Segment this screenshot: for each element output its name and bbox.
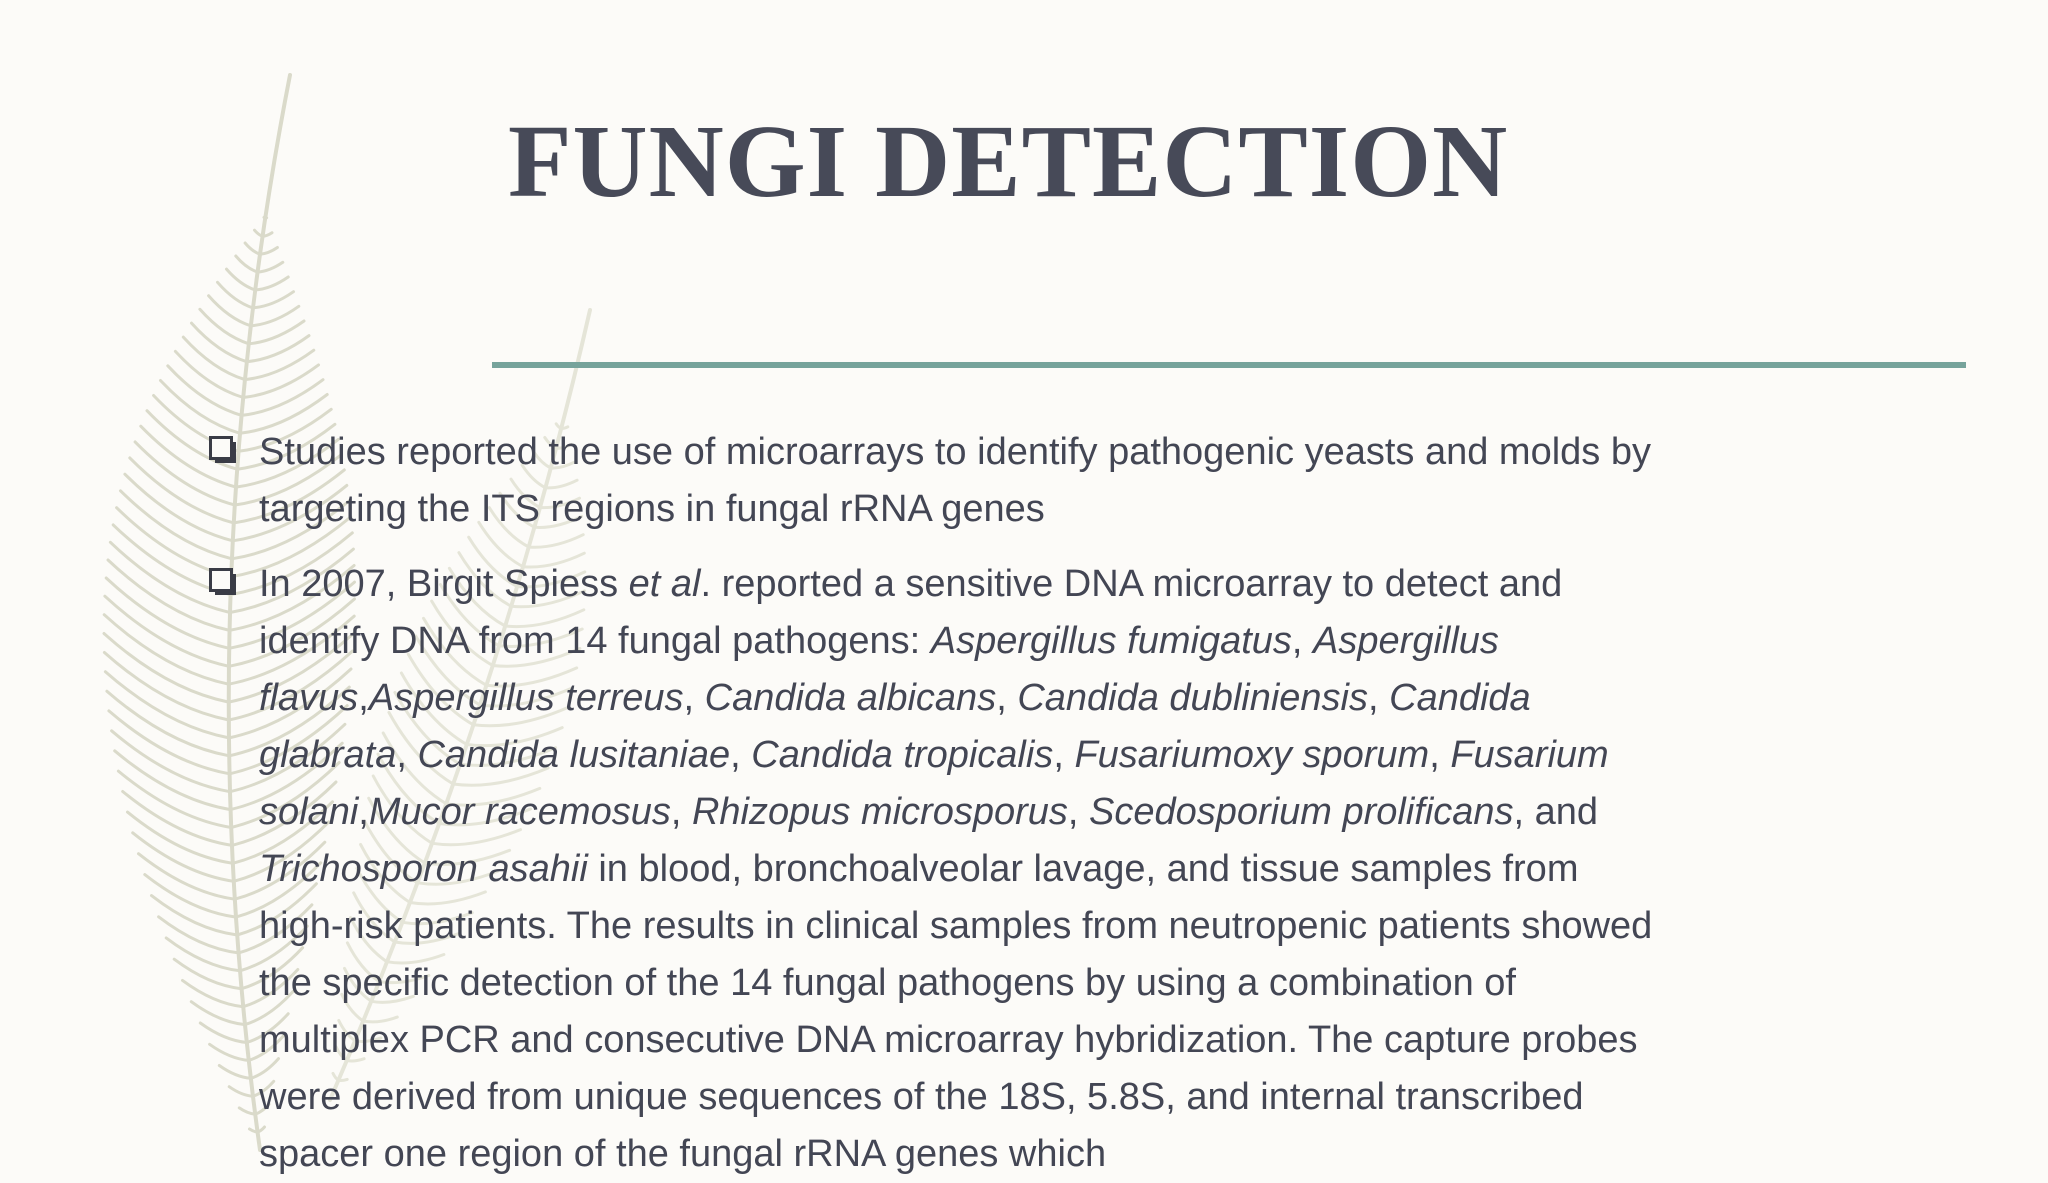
bullet-item bbox=[205, 424, 1665, 538]
italic-text-segment: Aspergillus flavus bbox=[259, 620, 1499, 719]
italic-text-segment: Fusarium solani bbox=[259, 734, 1609, 833]
text-segment: , bbox=[358, 677, 369, 719]
bullet-item bbox=[205, 556, 1665, 1183]
text-segment: In 2007, Birgit Spiess bbox=[259, 563, 629, 605]
italic-text-segment: Mucor racemosus bbox=[368, 791, 671, 833]
text-segment: . reported a sensitive DNA microarray to detect and identify DNA from 14 fungal pathogens: bbox=[259, 563, 1563, 662]
text-segment: , bbox=[996, 677, 1018, 719]
title-divider bbox=[492, 362, 1966, 368]
text-segment: , and bbox=[1513, 791, 1599, 833]
text-segment: , bbox=[1368, 677, 1390, 719]
text-segment: , bbox=[396, 734, 418, 776]
text-segment: Studies reported the use of microarrays to identify pathogenic yeasts and molds by targeting the ITS regions in fungal rRNA genes bbox=[259, 431, 1651, 530]
italic-text-segment: Candida lusitaniae bbox=[417, 734, 731, 776]
italic-text-segment: Aspergillus fumigatus bbox=[930, 620, 1292, 662]
square-checkbox-icon bbox=[209, 436, 235, 462]
italic-text-segment: Fusariumoxy sporum bbox=[1074, 734, 1430, 776]
italic-text-segment: Trichosporon asahii bbox=[259, 848, 588, 890]
text-segment: , bbox=[670, 791, 692, 833]
italic-text-segment: Candida tropicalis bbox=[751, 734, 1054, 776]
slide-title: FUNGI DETECTION bbox=[508, 104, 1509, 219]
text-segment: , bbox=[683, 677, 705, 719]
text-segment: , bbox=[1291, 620, 1314, 662]
italic-text-segment: Aspergillus terreus bbox=[368, 677, 684, 719]
text-segment: in blood, bronchoalveolar lavage, and tissue samples from high-risk patients. The results in clinical samples from neutropenic patients showed the specific detection of the 14 fungal pathogens by using a combination of multiplex PCR and consecutive DNA microarray hybridization. The capture probes were derived from unique sequences of the 18S, 5.8S, and internal transcribed spacer one region of the fungal rRNA genes which bbox=[259, 848, 1653, 1175]
text-segment: , bbox=[358, 791, 369, 833]
text-segment: , bbox=[1053, 734, 1075, 776]
bullet-list bbox=[205, 424, 1665, 1183]
italic-text-segment: Rhizopus microsporus bbox=[691, 791, 1068, 833]
square-checkbox-icon bbox=[209, 568, 235, 594]
text-segment: , bbox=[1429, 734, 1451, 776]
text-segment: , bbox=[730, 734, 752, 776]
italic-text-segment: Scedosporium prolificans bbox=[1089, 791, 1514, 833]
text-segment: , bbox=[1067, 791, 1090, 833]
italic-text-segment: Candida albicans bbox=[704, 677, 997, 719]
italic-text-segment: et al bbox=[628, 563, 701, 605]
italic-text-segment: Candida dubliniensis bbox=[1017, 677, 1368, 719]
italic-text-segment: Candida glabrata bbox=[259, 677, 1531, 776]
